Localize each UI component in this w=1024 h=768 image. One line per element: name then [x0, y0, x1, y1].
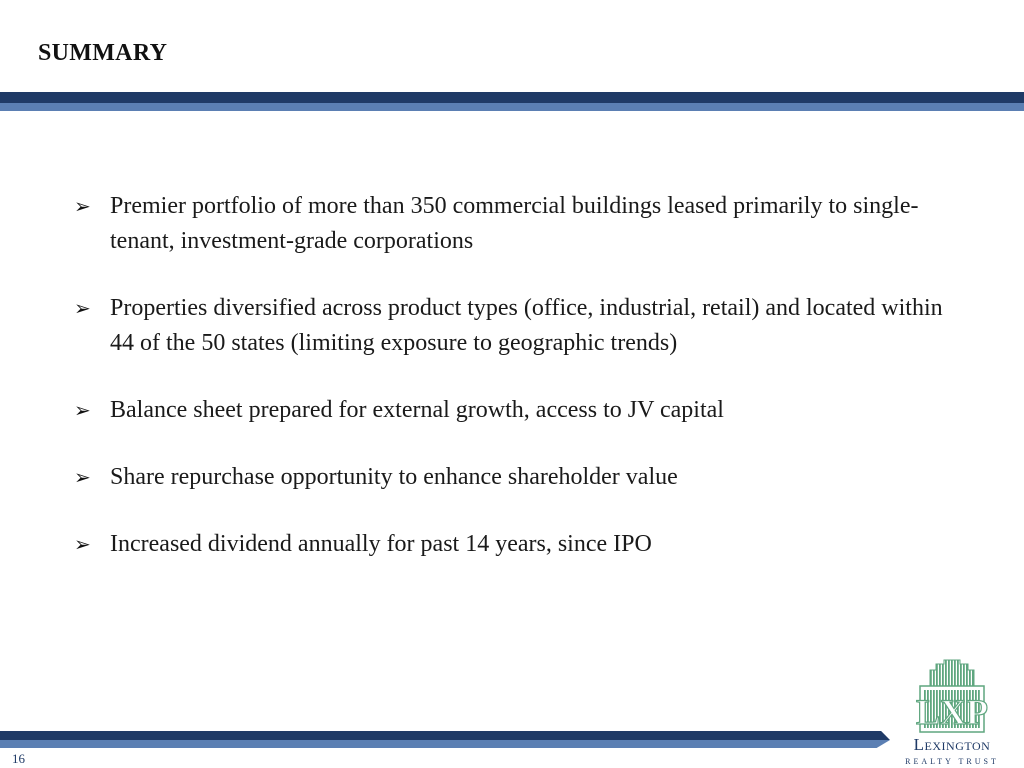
lxp-building-logo-icon — [900, 656, 1004, 734]
company-logo — [900, 656, 1004, 768]
bullet-item — [74, 527, 954, 562]
bullet-item — [74, 189, 954, 259]
arrow-bullet-icon: ➢ — [74, 532, 91, 556]
slide-title: SUMMARY — [38, 40, 168, 66]
logo-company-name: Lexington — [913, 735, 991, 754]
bullet-text: Premier portfolio of more than 350 commercial buildings leased primarily to single-tenant, investment-grade corporations — [110, 193, 919, 254]
arrow-bullet-icon: ➢ — [74, 465, 91, 489]
bullet-item — [74, 460, 954, 495]
top-divider-light-band — [0, 103, 1024, 111]
bottom-divider-light-band — [0, 740, 890, 748]
bullet-text: Share repurchase opportunity to enhance shareholder value — [110, 464, 678, 490]
bullet-list — [74, 189, 954, 594]
page-number: 16 — [12, 751, 25, 766]
bullet-text: Properties diversified across product types (office, industrial, retail) and located within 44 of the 50 states (limiting exposure to geographic trends) — [110, 295, 943, 356]
top-divider-dark-band — [0, 92, 1024, 103]
bottom-divider-dark-band — [0, 731, 890, 740]
logo-initials: LXP — [916, 692, 988, 732]
top-divider — [0, 92, 1024, 111]
arrow-bullet-icon: ➢ — [74, 398, 91, 422]
bottom-divider — [0, 731, 890, 748]
logo-subtitle: REALTY TRUST — [905, 757, 999, 766]
arrow-bullet-icon: ➢ — [74, 296, 91, 320]
bullet-item — [74, 291, 954, 361]
bullet-item — [74, 393, 954, 428]
bullet-text: Balance sheet prepared for external growth, access to JV capital — [110, 397, 724, 423]
bullet-text: Increased dividend annually for past 14 years, since IPO — [110, 531, 652, 557]
arrow-bullet-icon: ➢ — [74, 194, 91, 218]
